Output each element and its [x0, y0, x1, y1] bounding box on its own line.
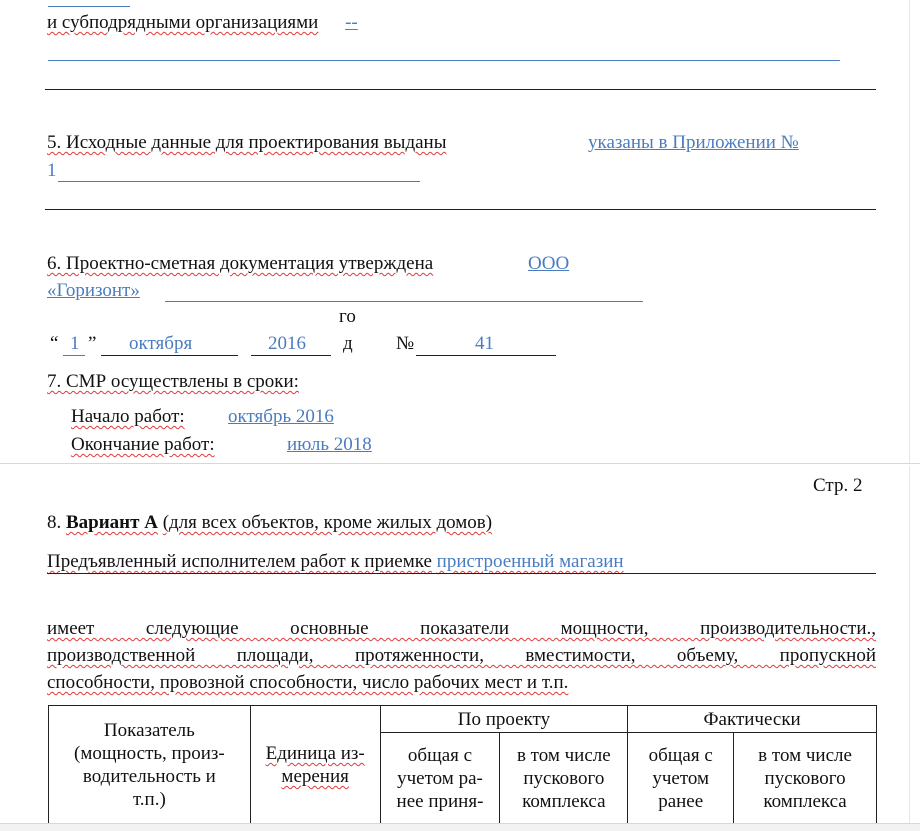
- header-unit-l2: мерения: [281, 766, 349, 787]
- header-actual-launch-l1: в том числе: [758, 745, 852, 766]
- prev-underline: [48, 6, 130, 7]
- header-actual: Фактически: [628, 706, 877, 733]
- approval-org-2: «Горизонт»: [47, 280, 140, 301]
- header-indicator-l4: т.п.): [132, 789, 166, 810]
- header-actual-launch-l2: пускового: [764, 768, 846, 789]
- header-project: По проекту: [380, 706, 628, 733]
- approval-num: 41: [475, 333, 494, 354]
- approval-year-underline: [251, 355, 331, 356]
- variant-heading: [47, 512, 492, 534]
- page-number: Стр. 2: [813, 475, 863, 496]
- approval-year: 2016: [268, 333, 306, 354]
- header-unit: [250, 706, 380, 825]
- header-project-launch: [500, 733, 628, 825]
- construction-period-text: 7. СМР осуществлены в сроки:: [47, 371, 299, 392]
- start-label: [71, 406, 185, 428]
- header-indicator: [49, 706, 251, 825]
- header-project-total-l1: общая с: [407, 745, 473, 766]
- header-indicator-l1: Показатель: [103, 720, 195, 741]
- header-actual-total: [628, 733, 734, 825]
- approval-month: октября: [129, 333, 193, 354]
- indicators-table: [48, 705, 877, 825]
- presented-object: пристроенный магазин: [436, 551, 624, 572]
- header-actual-launch: [734, 733, 877, 825]
- approval-quote-close: ”: [88, 333, 97, 354]
- separator-line: [45, 89, 876, 90]
- approval-org-underline: [165, 301, 643, 302]
- approval-label: [47, 253, 433, 275]
- presented-line: [47, 551, 624, 573]
- variant-number: 8.: [47, 512, 62, 533]
- subcontractors-underline: [48, 60, 840, 61]
- source-data-label: 5. Исходные данные для проектирования выданы: [47, 132, 447, 153]
- indicators-para-line-2: производственной площади, протяженности, вместимости, объему, пропускной: [47, 645, 876, 666]
- page-edge: [909, 0, 910, 830]
- header-indicator-l2: (мощность, произ-: [74, 743, 225, 764]
- header-actual-total-l3: ранее: [658, 791, 704, 812]
- header-project-launch-l3: комплекса: [522, 791, 606, 812]
- approval-label-text: 6. Проектно-сметная документация утверждена: [47, 253, 434, 274]
- subcontractors-label: и субподрядными организациями: [47, 12, 319, 33]
- variant-note: (для всех объектов, кроме жилых домов): [162, 512, 493, 533]
- approval-go: го: [339, 306, 356, 327]
- header-unit-l1: Единица из-: [265, 743, 365, 764]
- end-value: июль 2018: [287, 434, 372, 455]
- header-project-total: [380, 733, 500, 825]
- subcontractors-value: --: [345, 12, 358, 33]
- approval-day: 1: [70, 333, 80, 354]
- start-label-text: Начало работ:: [71, 406, 185, 427]
- header-project-launch-l1: в том числе: [516, 745, 611, 766]
- source-data-line: [47, 132, 446, 154]
- approval-org-1: ООО: [528, 253, 570, 274]
- header-actual-total-l1: общая с: [648, 745, 713, 766]
- approval-num-underline: [416, 355, 556, 356]
- page-break: [0, 463, 920, 466]
- header-actual-total-l2: учетом: [652, 768, 710, 789]
- source-data-value: указаны в Приложении №: [588, 132, 799, 153]
- construction-period-label: [47, 371, 299, 393]
- indicators-para-line-3: способности, провозной способности, число рабочих мест и т.п.: [47, 672, 569, 693]
- header-actual-launch-l3: комплекса: [763, 791, 847, 812]
- source-data-underline: [58, 181, 420, 182]
- approval-num-sign: №: [396, 333, 415, 354]
- approval-quote-open: “: [50, 333, 59, 354]
- header-project-total-l3: нее приня-: [396, 791, 484, 812]
- header-indicator-l3: водительность и: [82, 766, 216, 787]
- presented-label: Предъявленный исполнителем работ к приемке: [47, 551, 432, 572]
- variant-title: Вариант А: [66, 512, 158, 533]
- indicators-para-line-1: имеет следующие основные показатели мощности, производительности.,: [47, 618, 876, 639]
- header-project-launch-l2: пускового: [523, 768, 605, 789]
- start-value: октябрь 2016: [228, 406, 334, 427]
- approval-d: д: [343, 333, 353, 354]
- subcontractors-line: [47, 12, 358, 34]
- approval-day-underline: [63, 355, 85, 356]
- end-label: [71, 434, 215, 456]
- separator-line: [45, 209, 876, 210]
- header-project-total-l2: учетом ра-: [397, 768, 483, 789]
- approval-month-underline: [101, 355, 238, 356]
- end-label-text: Окончание работ:: [71, 434, 215, 455]
- presented-underline: [47, 573, 876, 574]
- source-data-value-cont: 1: [47, 160, 57, 181]
